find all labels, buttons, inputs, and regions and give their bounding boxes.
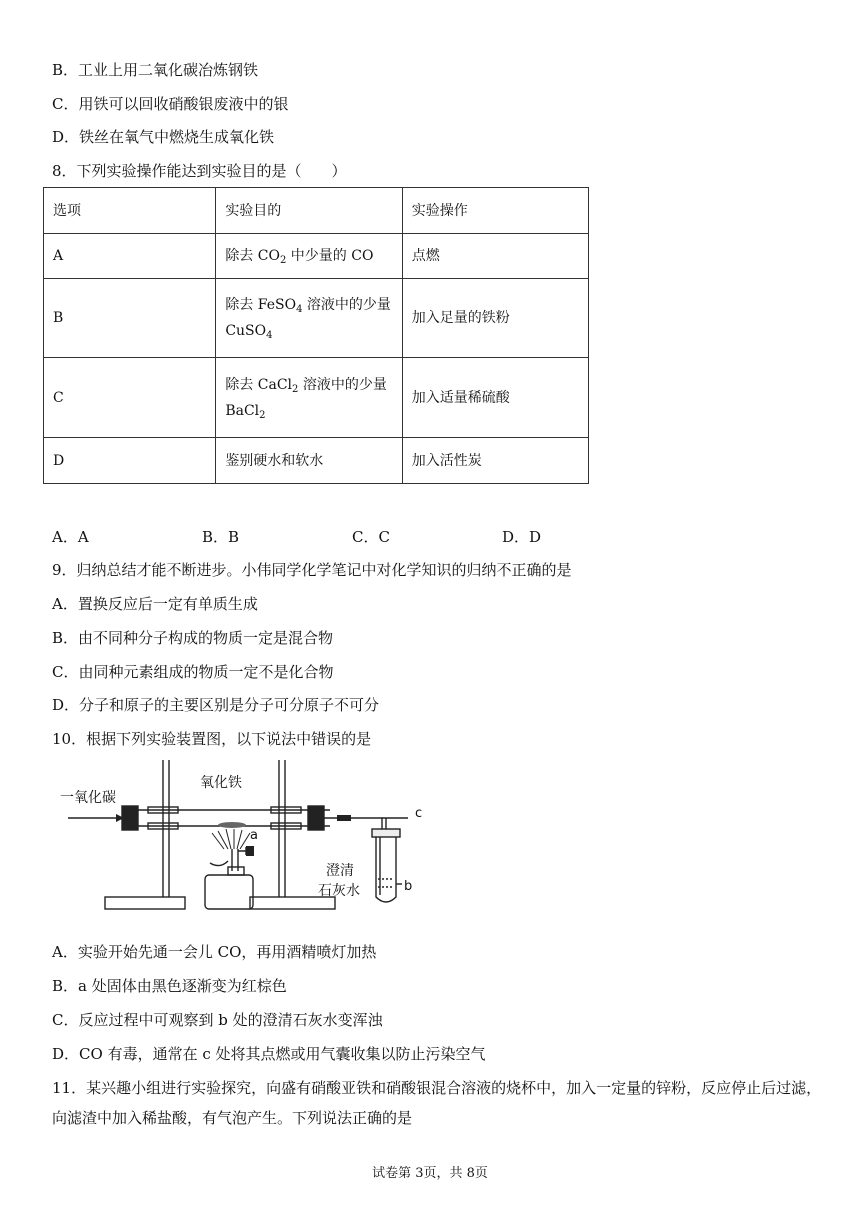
row-operation: 加入足量的铁粉 (402, 279, 588, 358)
table-row (44, 234, 589, 279)
header-operation: 实验操作 (402, 188, 588, 234)
page-footer: 试卷第 3页，共 8页 (372, 1166, 488, 1181)
q10-stem: 10．根据下列实验装置图，以下说法中错误的是 (52, 730, 372, 748)
row-option: B (44, 279, 216, 358)
outlet-tube (324, 818, 382, 829)
row-goal: 除去 $CO_2$ 中少量的 CO (216, 234, 402, 279)
row-operation: 点燃 (402, 234, 588, 279)
q8-answer-d: D．D (502, 528, 542, 546)
right-stopper (308, 806, 324, 830)
row-operation: 加入活性炭 (402, 438, 588, 484)
q7-option-b: B．工业上用二氧化碳冶炼钢铁 (52, 61, 259, 79)
q11-stem: 11．某兴趣小组进行实验探究，向盛有硝酸亚铁和硝酸银混合溶液的烧杯中，加入一定量的锌粉，反应停止后过滤，向滤渣中加入稀盐酸，有气泡产生。下列说法正确的是 (52, 1079, 822, 1127)
q8-answer-options (52, 526, 612, 546)
q8-answer-b: B．B (202, 528, 240, 546)
test-tube (372, 829, 402, 902)
table-header-row (44, 188, 589, 234)
row-goal: 鉴别硬水和软水 (216, 438, 402, 484)
q10-option-c: C．反应过程中可观察到 b 处的澄清石灰水变浑浊 (52, 1011, 383, 1029)
row-option: A (44, 234, 216, 279)
q7-option-c: C．用铁可以回收硝酸银废液中的银 (52, 95, 289, 113)
row-goal: 除去 FeSO$_4$ 溶液中的少量 CuSO$_4$ (216, 279, 402, 358)
q9-option-c: C．由同种元素组成的物质一定不是化合物 (52, 663, 334, 681)
label-c: c (415, 806, 423, 821)
alcohol-blast-lamp (205, 846, 254, 909)
label-limewater-2: 石灰水 (318, 883, 360, 899)
label-a: a (250, 828, 258, 843)
q9-stem: 9．归纳总结才能不断进步。小伟同学化学笔记中对化学知识的归纳不正确的是 (52, 561, 572, 579)
left-stopper (122, 806, 138, 830)
label-b: b (404, 879, 413, 894)
header-goal: 实验目的 (216, 188, 402, 234)
q7-option-d: D．铁丝在氧气中燃烧生成氧化铁 (52, 128, 275, 146)
q8-table (43, 187, 589, 484)
row-goal: 除去 CaCl$_2$ 溶液中的少量 BaCl$_2$ (216, 358, 402, 438)
co-reduction-apparatus-figure (60, 757, 440, 915)
row-operation: 加入适量稀硫酸 (402, 358, 588, 438)
label-iron-oxide: 氧化铁 (200, 775, 242, 791)
q10-option-a: A．实验开始先通一会儿 CO，再用酒精喷灯加热 (52, 943, 377, 961)
q9-option-a: A．置换反应后一定有单质生成 (52, 595, 258, 613)
q8-answer-c: C．C (352, 528, 390, 546)
q9-option-d: D．分子和原子的主要区别是分子可分原子不可分 (52, 696, 380, 714)
header-option: 选项 (44, 188, 216, 234)
q10-option-d: D．CO 有毒，通常在 c 处将其点燃或用气囊收集以防止污染空气 (52, 1045, 486, 1063)
row-option: C (44, 358, 216, 438)
q9-option-b: B．由不同种分子构成的物质一定是混合物 (52, 629, 334, 647)
label-carbon-monoxide: 一氧化碳 (60, 790, 116, 806)
table-row (44, 438, 589, 484)
q8-stem: 8．下列实验操作能达到实验目的是（ ） (52, 162, 347, 180)
label-limewater-1: 澄清 (326, 863, 354, 879)
table-row (44, 358, 589, 438)
left-stand (105, 760, 185, 909)
row-option: D (44, 438, 216, 484)
q10-option-b: B．a 处固体由黑色逐渐变为红棕色 (52, 977, 287, 995)
q8-answer-a: A．A (52, 528, 89, 546)
table-row (44, 279, 589, 358)
